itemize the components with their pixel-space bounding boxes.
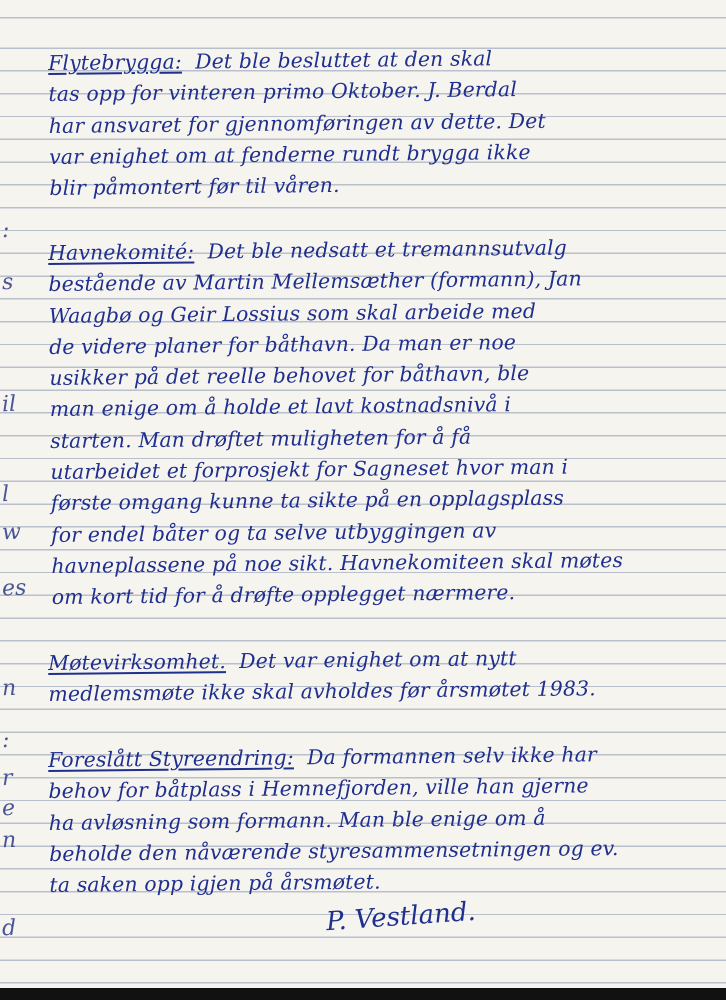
section-heading: Møtevirksomhet. <box>48 649 227 676</box>
section-heading: Foreslått Styreendring: <box>48 745 294 772</box>
margin-fragment: n <box>1 675 17 702</box>
text-line: for endel båter og ta selve utbyggingen av <box>50 518 497 548</box>
signature: P. Vestland. <box>325 896 477 938</box>
text-line: man enige om å holde et lavt kostnadsnivå i <box>49 393 512 422</box>
text-line: var enighet om at fenderne rundt brygga ikke <box>49 139 531 169</box>
section-heading: Flytebrygga: <box>48 49 182 75</box>
margin-fragment: l <box>1 481 10 508</box>
text-line: starten. Man drøftet muligheten for å få <box>49 424 472 454</box>
margin-fragment: w <box>1 519 22 546</box>
section-heading: Havnekomité: <box>48 239 195 266</box>
line-text: Det ble nedsatt et tremannsutvalg <box>207 236 568 264</box>
text-line: bestående av Martin Mellemsæther (formann), Jan <box>48 267 582 297</box>
scan-bottom-edge <box>0 988 726 1000</box>
section-styreendring <box>48 738 710 901</box>
text-line: blir påmontert før til våren. <box>49 173 340 201</box>
text-line: behov for båtplass i Hemnefjorden, ville han gjerne <box>48 773 589 803</box>
section-flytebrygga <box>48 41 710 204</box>
text-line: tas opp for vinteren primo Oktober. J. Berdal <box>48 77 518 107</box>
line-text: Da formannen selv ikke har <box>306 741 597 769</box>
text-line: de videre planer for båthavn. Da man er noe <box>49 330 517 360</box>
margin-fragment: n <box>1 827 17 854</box>
margin-fragment: e <box>1 795 16 822</box>
line-text: Det var enighet om at nytt <box>239 646 517 674</box>
margin-fragment: : <box>1 727 10 754</box>
text-line: om kort tid for å drøfte opplegget nærmere. <box>51 580 516 610</box>
left-margin-fragments <box>0 0 30 988</box>
text-line: havneplassene på noe sikt. Havnekomiteen skal møtes <box>51 548 624 579</box>
margin-fragment: il <box>1 391 17 418</box>
margin-fragment: es <box>1 575 27 602</box>
text-line: har ansvaret for gjennomføringen av dette. Det <box>48 108 546 138</box>
margin-fragment: : <box>1 217 10 244</box>
margin-fragment: d <box>1 915 17 942</box>
text-line: utarbeidet et forprosjekt for Sagneset hvor man i <box>50 455 569 485</box>
text-line: ha avløsning som formann. Man ble enige om å <box>48 805 546 835</box>
margin-fragment: s <box>1 269 14 296</box>
section-motevirksomhet <box>48 641 709 711</box>
minutes-text <box>48 46 708 938</box>
text-line: medlemsmøte ikke skal avholdes før årsmøtet 1983. <box>48 676 596 707</box>
line-text: Det ble besluttet at den skal <box>194 46 493 74</box>
margin-fragment: r <box>1 765 13 792</box>
text-line: Waagbø og Geir Lossius som skal arbeide med <box>48 298 537 329</box>
text-line: første omgang kunne ta sikte på en opplagsplass <box>50 486 565 516</box>
section-havnekomite <box>48 232 712 614</box>
text-line: ta saken opp igjen på årsmøtet. <box>49 869 381 897</box>
text-line: beholde den nåværende styresammensetningen og ev. <box>49 835 619 866</box>
text-line: usikker på det reelle behovet for båthavn, ble <box>49 361 530 391</box>
